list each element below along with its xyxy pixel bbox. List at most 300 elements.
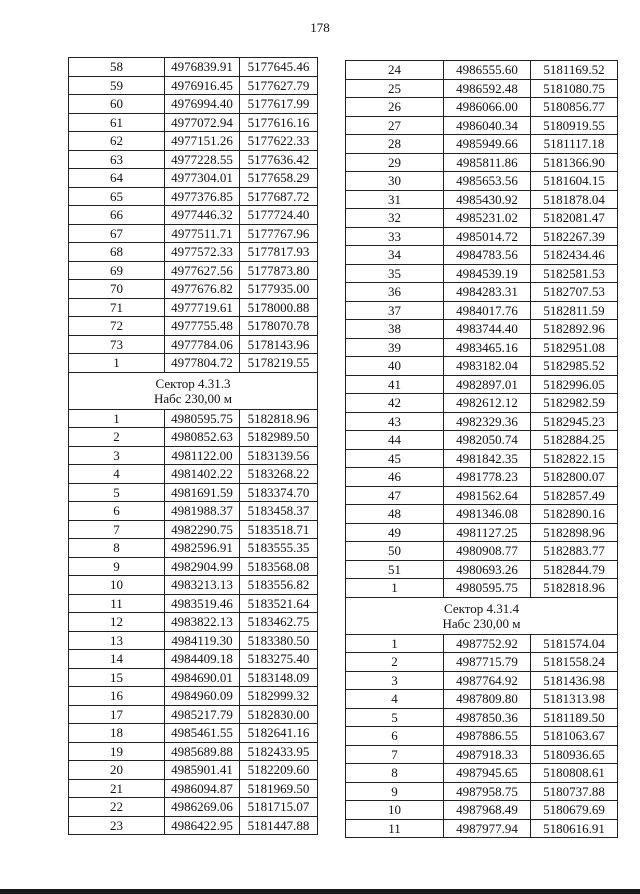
y-coordinate-cell: 5183458.37 bbox=[240, 502, 318, 521]
point-number-cell: 25 bbox=[346, 79, 444, 98]
page-number: 178 bbox=[310, 20, 330, 35]
x-coordinate-cell: 4986269.06 bbox=[165, 798, 240, 817]
table-row bbox=[69, 483, 318, 502]
x-coordinate-cell: 4977072.94 bbox=[165, 113, 240, 132]
sector-header bbox=[69, 372, 318, 409]
point-number-cell: 10 bbox=[346, 801, 444, 820]
x-coordinate-cell: 4977572.33 bbox=[165, 243, 240, 262]
point-number-cell: 63 bbox=[69, 150, 165, 169]
point-number-cell: 37 bbox=[346, 301, 444, 320]
x-coordinate-cell: 4982612.12 bbox=[444, 394, 531, 413]
table-row bbox=[69, 224, 318, 243]
table-row bbox=[69, 798, 318, 817]
point-number-cell: 35 bbox=[346, 264, 444, 283]
point-number-cell: 73 bbox=[69, 335, 165, 354]
table-row bbox=[69, 502, 318, 521]
table-row bbox=[69, 169, 318, 188]
x-coordinate-cell: 4985461.55 bbox=[165, 724, 240, 743]
table-row bbox=[346, 246, 618, 265]
y-coordinate-cell: 5181878.04 bbox=[531, 190, 618, 209]
x-coordinate-cell: 4982897.01 bbox=[444, 375, 531, 394]
table-row bbox=[346, 486, 618, 505]
y-coordinate-cell: 5181604.15 bbox=[531, 172, 618, 191]
y-coordinate-cell: 5181063.67 bbox=[531, 727, 618, 746]
x-coordinate-cell: 4987918.33 bbox=[444, 745, 531, 764]
table-row bbox=[69, 594, 318, 613]
point-number-cell: 2 bbox=[346, 653, 444, 672]
y-coordinate-cell: 5182945.23 bbox=[531, 412, 618, 431]
point-number-cell: 8 bbox=[346, 764, 444, 783]
x-coordinate-cell: 4980595.75 bbox=[444, 579, 531, 598]
x-coordinate-cell: 4981122.00 bbox=[165, 446, 240, 465]
y-coordinate-cell: 5181558.24 bbox=[531, 653, 618, 672]
point-number-cell: 58 bbox=[69, 58, 165, 77]
sector-height: Набс 230,00 м bbox=[442, 615, 521, 631]
x-coordinate-cell: 4984539.19 bbox=[444, 264, 531, 283]
table-row bbox=[346, 431, 618, 450]
table-row bbox=[346, 412, 618, 431]
point-number-cell: 39 bbox=[346, 338, 444, 357]
table-row bbox=[69, 428, 318, 447]
x-coordinate-cell: 4986066.00 bbox=[444, 98, 531, 117]
table-row bbox=[346, 653, 618, 672]
y-coordinate-cell: 5181715.07 bbox=[240, 798, 318, 817]
point-number-cell: 32 bbox=[346, 209, 444, 228]
table-row bbox=[69, 557, 318, 576]
y-coordinate-cell: 5177658.29 bbox=[240, 169, 318, 188]
x-coordinate-cell: 4982290.75 bbox=[165, 520, 240, 539]
x-coordinate-cell: 4984690.01 bbox=[165, 668, 240, 687]
point-number-cell: 7 bbox=[69, 520, 165, 539]
table-row bbox=[69, 446, 318, 465]
table-row bbox=[69, 150, 318, 169]
table-row bbox=[346, 560, 618, 579]
x-coordinate-cell: 4981691.59 bbox=[165, 483, 240, 502]
table-row bbox=[346, 394, 618, 413]
table-row bbox=[346, 301, 618, 320]
x-coordinate-cell: 4987809.80 bbox=[444, 690, 531, 709]
point-number-cell: 7 bbox=[346, 745, 444, 764]
y-coordinate-cell: 5177724.40 bbox=[240, 206, 318, 225]
y-coordinate-cell: 5183462.75 bbox=[240, 613, 318, 632]
y-coordinate-cell: 5178000.88 bbox=[240, 298, 318, 317]
y-coordinate-cell: 5181366.90 bbox=[531, 153, 618, 172]
point-number-cell: 68 bbox=[69, 243, 165, 262]
point-number-cell: 2 bbox=[69, 428, 165, 447]
x-coordinate-cell: 4981346.08 bbox=[444, 505, 531, 524]
table-row bbox=[346, 153, 618, 172]
point-number-cell: 26 bbox=[346, 98, 444, 117]
point-number-cell: 13 bbox=[69, 631, 165, 650]
y-coordinate-cell: 5182818.96 bbox=[531, 579, 618, 598]
x-coordinate-cell: 4987968.49 bbox=[444, 801, 531, 820]
x-coordinate-cell: 4980595.75 bbox=[165, 409, 240, 428]
table-row bbox=[69, 576, 318, 595]
table-row bbox=[346, 61, 618, 80]
x-coordinate-cell: 4977719.61 bbox=[165, 298, 240, 317]
table-row bbox=[69, 742, 318, 761]
point-number-cell: 15 bbox=[69, 668, 165, 687]
point-number-cell: 43 bbox=[346, 412, 444, 431]
point-number-cell: 41 bbox=[346, 375, 444, 394]
x-coordinate-cell: 4984119.30 bbox=[165, 631, 240, 650]
x-coordinate-cell: 4985217.79 bbox=[165, 705, 240, 724]
point-number-cell: 11 bbox=[69, 594, 165, 613]
table-row bbox=[69, 668, 318, 687]
point-number-cell: 16 bbox=[69, 687, 165, 706]
table-row bbox=[346, 819, 618, 838]
point-number-cell: 1 bbox=[69, 409, 165, 428]
table-row bbox=[69, 539, 318, 558]
table-row bbox=[346, 690, 618, 709]
y-coordinate-cell: 5177616.16 bbox=[240, 113, 318, 132]
point-number-cell: 24 bbox=[346, 61, 444, 80]
point-number-cell: 20 bbox=[69, 761, 165, 780]
table-row bbox=[346, 375, 618, 394]
x-coordinate-cell: 4987850.36 bbox=[444, 708, 531, 727]
y-coordinate-cell: 5181117.18 bbox=[531, 135, 618, 154]
y-coordinate-cell: 5181969.50 bbox=[240, 779, 318, 798]
table-row bbox=[346, 745, 618, 764]
y-coordinate-cell: 5182884.25 bbox=[531, 431, 618, 450]
x-coordinate-cell: 4987715.79 bbox=[444, 653, 531, 672]
table-row bbox=[346, 320, 618, 339]
table-row bbox=[346, 782, 618, 801]
y-coordinate-cell: 5181313.98 bbox=[531, 690, 618, 709]
y-coordinate-cell: 5182890.16 bbox=[531, 505, 618, 524]
y-coordinate-cell: 5182830.00 bbox=[240, 705, 318, 724]
sector-header-row bbox=[346, 597, 618, 634]
y-coordinate-cell: 5180679.69 bbox=[531, 801, 618, 820]
table-row bbox=[346, 505, 618, 524]
point-number-cell: 46 bbox=[346, 468, 444, 487]
x-coordinate-cell: 4984017.76 bbox=[444, 301, 531, 320]
y-coordinate-cell: 5182433.95 bbox=[240, 742, 318, 761]
x-coordinate-cell: 4977151.26 bbox=[165, 132, 240, 151]
y-coordinate-cell: 5183275.40 bbox=[240, 650, 318, 669]
point-number-cell: 38 bbox=[346, 320, 444, 339]
table-row bbox=[346, 98, 618, 117]
point-number-cell: 4 bbox=[69, 465, 165, 484]
y-coordinate-cell: 5182800.07 bbox=[531, 468, 618, 487]
x-coordinate-cell: 4980852.63 bbox=[165, 428, 240, 447]
x-coordinate-cell: 4976994.40 bbox=[165, 95, 240, 114]
y-coordinate-cell: 5180856.77 bbox=[531, 98, 618, 117]
y-coordinate-cell: 5182811.59 bbox=[531, 301, 618, 320]
y-coordinate-cell: 5182581.53 bbox=[531, 264, 618, 283]
y-coordinate-cell: 5182892.96 bbox=[531, 320, 618, 339]
sector-header bbox=[346, 597, 618, 634]
table-row bbox=[346, 634, 618, 653]
point-number-cell: 51 bbox=[346, 560, 444, 579]
x-coordinate-cell: 4986555.60 bbox=[444, 61, 531, 80]
coordinates-table-left bbox=[68, 57, 318, 835]
x-coordinate-cell: 4981988.37 bbox=[165, 502, 240, 521]
table-row bbox=[346, 172, 618, 191]
table-row bbox=[346, 468, 618, 487]
y-coordinate-cell: 5183555.35 bbox=[240, 539, 318, 558]
x-coordinate-cell: 4985949.66 bbox=[444, 135, 531, 154]
point-number-cell: 36 bbox=[346, 283, 444, 302]
x-coordinate-cell: 4983519.46 bbox=[165, 594, 240, 613]
point-number-cell: 8 bbox=[69, 539, 165, 558]
x-coordinate-cell: 4987958.75 bbox=[444, 782, 531, 801]
x-coordinate-cell: 4984283.31 bbox=[444, 283, 531, 302]
point-number-cell: 67 bbox=[69, 224, 165, 243]
table-row bbox=[346, 523, 618, 542]
table-row bbox=[346, 671, 618, 690]
point-number-cell: 64 bbox=[69, 169, 165, 188]
x-coordinate-cell: 4984783.56 bbox=[444, 246, 531, 265]
table-row bbox=[69, 243, 318, 262]
point-number-cell: 1 bbox=[346, 579, 444, 598]
x-coordinate-cell: 4982050.74 bbox=[444, 431, 531, 450]
y-coordinate-cell: 5182267.39 bbox=[531, 227, 618, 246]
y-coordinate-cell: 5182883.77 bbox=[531, 542, 618, 561]
y-coordinate-cell: 5182641.16 bbox=[240, 724, 318, 743]
table-row bbox=[346, 727, 618, 746]
y-coordinate-cell: 5177935.00 bbox=[240, 280, 318, 299]
point-number-cell: 17 bbox=[69, 705, 165, 724]
x-coordinate-cell: 4982904.99 bbox=[165, 557, 240, 576]
y-coordinate-cell: 5181189.50 bbox=[531, 708, 618, 727]
table-row bbox=[69, 687, 318, 706]
x-coordinate-cell: 4981778.23 bbox=[444, 468, 531, 487]
x-coordinate-cell: 4986094.87 bbox=[165, 779, 240, 798]
table-row bbox=[69, 76, 318, 95]
x-coordinate-cell: 4986040.34 bbox=[444, 116, 531, 135]
y-coordinate-cell: 5181080.75 bbox=[531, 79, 618, 98]
table-row bbox=[69, 409, 318, 428]
y-coordinate-cell: 5182857.49 bbox=[531, 486, 618, 505]
table-row bbox=[69, 261, 318, 280]
table-row bbox=[69, 779, 318, 798]
point-number-cell: 31 bbox=[346, 190, 444, 209]
x-coordinate-cell: 4983744.40 bbox=[444, 320, 531, 339]
y-coordinate-cell: 5182951.08 bbox=[531, 338, 618, 357]
sector-title: Сектор 4.31.3 bbox=[155, 375, 231, 391]
point-number-cell: 6 bbox=[69, 502, 165, 521]
x-coordinate-cell: 4983822.13 bbox=[165, 613, 240, 632]
point-number-cell: 28 bbox=[346, 135, 444, 154]
y-coordinate-cell: 5183556.82 bbox=[240, 576, 318, 595]
point-number-cell: 18 bbox=[69, 724, 165, 743]
y-coordinate-cell: 5183374.70 bbox=[240, 483, 318, 502]
table-row bbox=[346, 227, 618, 246]
point-number-cell: 12 bbox=[69, 613, 165, 632]
y-coordinate-cell: 5182982.59 bbox=[531, 394, 618, 413]
y-coordinate-cell: 5177873.80 bbox=[240, 261, 318, 280]
y-coordinate-cell: 5182822.15 bbox=[531, 449, 618, 468]
y-coordinate-cell: 5182434.46 bbox=[531, 246, 618, 265]
y-coordinate-cell: 5180919.55 bbox=[531, 116, 618, 135]
table-row bbox=[346, 283, 618, 302]
y-coordinate-cell: 5183568.08 bbox=[240, 557, 318, 576]
table-row bbox=[346, 209, 618, 228]
y-coordinate-cell: 5182818.96 bbox=[240, 409, 318, 428]
x-coordinate-cell: 4986422.95 bbox=[165, 816, 240, 835]
table-row bbox=[69, 520, 318, 539]
table-row bbox=[69, 613, 318, 632]
x-coordinate-cell: 4977784.06 bbox=[165, 335, 240, 354]
point-number-cell: 4 bbox=[346, 690, 444, 709]
point-number-cell: 3 bbox=[69, 446, 165, 465]
table-row bbox=[346, 764, 618, 783]
x-coordinate-cell: 4987945.65 bbox=[444, 764, 531, 783]
point-number-cell: 11 bbox=[346, 819, 444, 838]
point-number-cell: 61 bbox=[69, 113, 165, 132]
y-coordinate-cell: 5177627.79 bbox=[240, 76, 318, 95]
table-row bbox=[346, 338, 618, 357]
table-row bbox=[69, 705, 318, 724]
x-coordinate-cell: 4985231.02 bbox=[444, 209, 531, 228]
x-coordinate-cell: 4977804.72 bbox=[165, 354, 240, 373]
point-number-cell: 44 bbox=[346, 431, 444, 450]
table-row bbox=[346, 190, 618, 209]
x-coordinate-cell: 4984960.09 bbox=[165, 687, 240, 706]
x-coordinate-cell: 4977676.82 bbox=[165, 280, 240, 299]
table-row bbox=[346, 79, 618, 98]
y-coordinate-cell: 5182081.47 bbox=[531, 209, 618, 228]
y-coordinate-cell: 5181574.04 bbox=[531, 634, 618, 653]
point-number-cell: 69 bbox=[69, 261, 165, 280]
point-number-cell: 22 bbox=[69, 798, 165, 817]
x-coordinate-cell: 4977228.55 bbox=[165, 150, 240, 169]
point-number-cell: 48 bbox=[346, 505, 444, 524]
y-coordinate-cell: 5177622.33 bbox=[240, 132, 318, 151]
y-coordinate-cell: 5178143.96 bbox=[240, 335, 318, 354]
table-row bbox=[69, 724, 318, 743]
sector-title: Сектор 4.31.4 bbox=[443, 600, 519, 616]
x-coordinate-cell: 4986592.48 bbox=[444, 79, 531, 98]
point-number-cell: 45 bbox=[346, 449, 444, 468]
y-coordinate-cell: 5182707.53 bbox=[531, 283, 618, 302]
table-row bbox=[69, 816, 318, 835]
scan-edge bbox=[0, 889, 640, 894]
x-coordinate-cell: 4977304.01 bbox=[165, 169, 240, 188]
y-coordinate-cell: 5177617.99 bbox=[240, 95, 318, 114]
point-number-cell: 6 bbox=[346, 727, 444, 746]
y-coordinate-cell: 5182999.32 bbox=[240, 687, 318, 706]
x-coordinate-cell: 4981562.64 bbox=[444, 486, 531, 505]
x-coordinate-cell: 4985430.92 bbox=[444, 190, 531, 209]
x-coordinate-cell: 4983465.16 bbox=[444, 338, 531, 357]
y-coordinate-cell: 5178219.55 bbox=[240, 354, 318, 373]
point-number-cell: 30 bbox=[346, 172, 444, 191]
x-coordinate-cell: 4985014.72 bbox=[444, 227, 531, 246]
point-number-cell: 29 bbox=[346, 153, 444, 172]
point-number-cell: 5 bbox=[69, 483, 165, 502]
coordinates-table-right bbox=[345, 60, 618, 838]
table-row bbox=[346, 264, 618, 283]
table-row bbox=[69, 298, 318, 317]
y-coordinate-cell: 5181169.52 bbox=[531, 61, 618, 80]
y-coordinate-cell: 5178070.78 bbox=[240, 317, 318, 336]
table-row bbox=[69, 206, 318, 225]
table-row bbox=[346, 542, 618, 561]
x-coordinate-cell: 4982596.91 bbox=[165, 539, 240, 558]
y-coordinate-cell: 5177645.46 bbox=[240, 58, 318, 77]
table-row bbox=[346, 708, 618, 727]
x-coordinate-cell: 4980908.77 bbox=[444, 542, 531, 561]
point-number-cell: 9 bbox=[69, 557, 165, 576]
y-coordinate-cell: 5177687.72 bbox=[240, 187, 318, 206]
point-number-cell: 66 bbox=[69, 206, 165, 225]
y-coordinate-cell: 5183518.71 bbox=[240, 520, 318, 539]
x-coordinate-cell: 4977511.71 bbox=[165, 224, 240, 243]
point-number-cell: 60 bbox=[69, 95, 165, 114]
table-row bbox=[69, 132, 318, 151]
x-coordinate-cell: 4985901.41 bbox=[165, 761, 240, 780]
y-coordinate-cell: 5177817.93 bbox=[240, 243, 318, 262]
point-number-cell: 19 bbox=[69, 742, 165, 761]
x-coordinate-cell: 4976916.45 bbox=[165, 76, 240, 95]
table-row bbox=[346, 135, 618, 154]
table-row bbox=[69, 631, 318, 650]
point-number-cell: 59 bbox=[69, 76, 165, 95]
x-coordinate-cell: 4977755.48 bbox=[165, 317, 240, 336]
x-coordinate-cell: 4980693.26 bbox=[444, 560, 531, 579]
point-number-cell: 42 bbox=[346, 394, 444, 413]
y-coordinate-cell: 5183268.22 bbox=[240, 465, 318, 484]
table-row bbox=[346, 449, 618, 468]
y-coordinate-cell: 5180808.61 bbox=[531, 764, 618, 783]
y-coordinate-cell: 5183139.56 bbox=[240, 446, 318, 465]
point-number-cell: 23 bbox=[69, 816, 165, 835]
x-coordinate-cell: 4977376.85 bbox=[165, 187, 240, 206]
y-coordinate-cell: 5180936.65 bbox=[531, 745, 618, 764]
x-coordinate-cell: 4983213.13 bbox=[165, 576, 240, 595]
y-coordinate-cell: 5181436.98 bbox=[531, 671, 618, 690]
table-row bbox=[69, 354, 318, 373]
y-coordinate-cell: 5177636.42 bbox=[240, 150, 318, 169]
x-coordinate-cell: 4987752.92 bbox=[444, 634, 531, 653]
point-number-cell: 3 bbox=[346, 671, 444, 690]
y-coordinate-cell: 5181447.88 bbox=[240, 816, 318, 835]
point-number-cell: 1 bbox=[346, 634, 444, 653]
x-coordinate-cell: 4984409.18 bbox=[165, 650, 240, 669]
table-row bbox=[69, 465, 318, 484]
y-coordinate-cell: 5182996.05 bbox=[531, 375, 618, 394]
x-coordinate-cell: 4985689.88 bbox=[165, 742, 240, 761]
point-number-cell: 71 bbox=[69, 298, 165, 317]
point-number-cell: 34 bbox=[346, 246, 444, 265]
point-number-cell: 5 bbox=[346, 708, 444, 727]
table-row bbox=[69, 95, 318, 114]
x-coordinate-cell: 4987764.92 bbox=[444, 671, 531, 690]
point-number-cell: 9 bbox=[346, 782, 444, 801]
point-number-cell: 72 bbox=[69, 317, 165, 336]
point-number-cell: 1 bbox=[69, 354, 165, 373]
point-number-cell: 10 bbox=[69, 576, 165, 595]
table-row bbox=[69, 761, 318, 780]
x-coordinate-cell: 4977446.32 bbox=[165, 206, 240, 225]
point-number-cell: 40 bbox=[346, 357, 444, 376]
x-coordinate-cell: 4987977.94 bbox=[444, 819, 531, 838]
x-coordinate-cell: 4985653.56 bbox=[444, 172, 531, 191]
table-row bbox=[69, 317, 318, 336]
x-coordinate-cell: 4987886.55 bbox=[444, 727, 531, 746]
point-number-cell: 21 bbox=[69, 779, 165, 798]
x-coordinate-cell: 4985811.86 bbox=[444, 153, 531, 172]
point-number-cell: 33 bbox=[346, 227, 444, 246]
point-number-cell: 50 bbox=[346, 542, 444, 561]
point-number-cell: 70 bbox=[69, 280, 165, 299]
table-row bbox=[69, 113, 318, 132]
x-coordinate-cell: 4981127.25 bbox=[444, 523, 531, 542]
table-row bbox=[346, 357, 618, 376]
y-coordinate-cell: 5180737.88 bbox=[531, 782, 618, 801]
